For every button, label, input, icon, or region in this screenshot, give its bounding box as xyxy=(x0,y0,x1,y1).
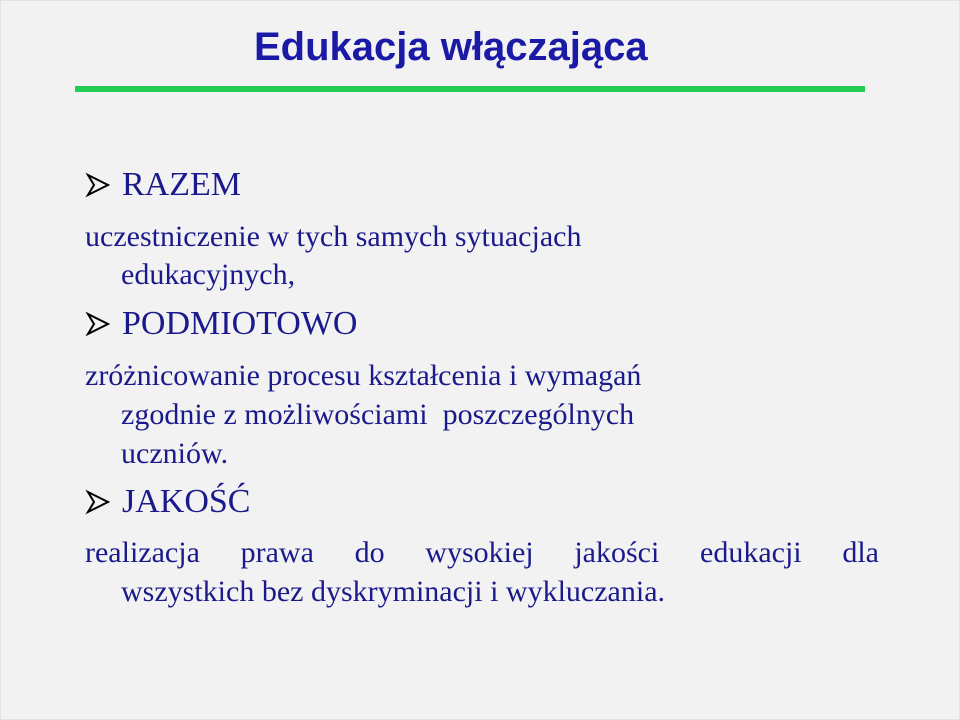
title-underline xyxy=(75,86,865,92)
section-heading: RAZEM xyxy=(122,166,241,203)
word: wysokiej xyxy=(425,536,534,569)
bullet-podmiotowo xyxy=(85,304,357,344)
bullet-razem xyxy=(85,165,241,205)
justified-text-line xyxy=(85,535,879,571)
section-heading: JAKOŚĆ xyxy=(122,483,251,520)
section-text-line: wszystkich bez dyskryminacji i wykluczania. xyxy=(121,575,666,608)
word: do xyxy=(354,536,385,569)
word: dla xyxy=(842,536,879,569)
word: realizacja xyxy=(85,536,200,569)
arrow-bullet-icon xyxy=(85,489,111,515)
arrow-bullet-icon xyxy=(85,311,111,337)
section-text-line: uczniów. xyxy=(121,437,229,470)
section-text-line: zróżnicowanie procesu kształcenia i wymagań xyxy=(85,359,642,392)
section-text-line: zgodnie z możliwościami poszczególnych xyxy=(121,398,635,431)
bullet-jakosc xyxy=(85,482,250,522)
word: edukacji xyxy=(700,536,802,569)
word: jakości xyxy=(574,536,660,569)
section-text-line: uczestniczenie w tych samych sytuacjach xyxy=(85,220,582,253)
arrow-bullet-icon xyxy=(85,172,111,198)
section-text-line: edukacyjnych, xyxy=(121,258,296,291)
slide-title: Edukacja włączająca xyxy=(254,25,648,69)
word: prawa xyxy=(240,536,314,569)
section-heading: PODMIOTOWO xyxy=(122,305,358,342)
